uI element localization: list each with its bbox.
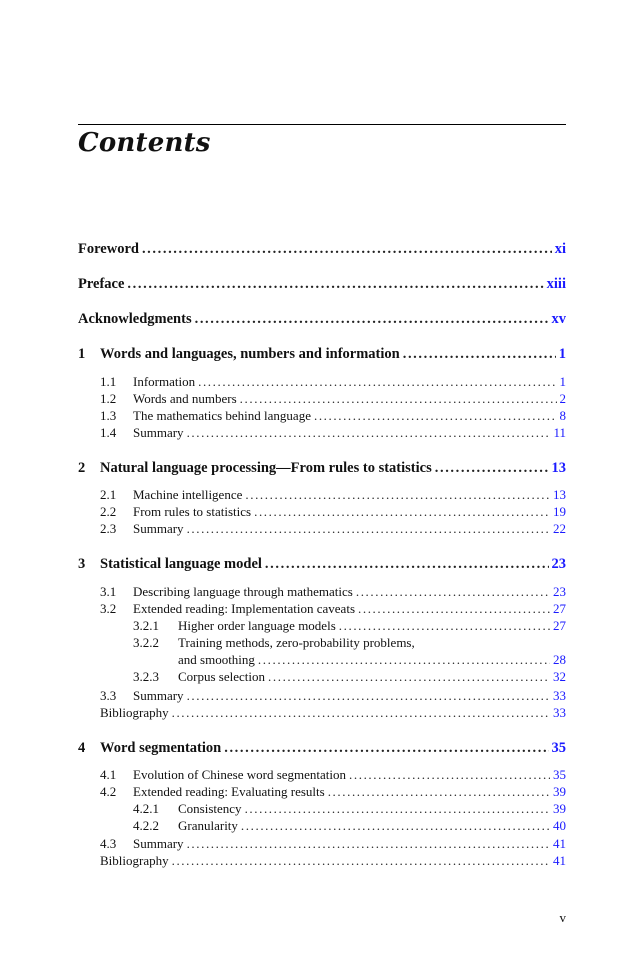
toc-entry-label: Foreword xyxy=(78,241,139,257)
section-title: Extended reading: Evaluating results xyxy=(133,784,325,799)
section-number: 3.1 xyxy=(100,584,117,599)
page-number: v xyxy=(559,910,566,925)
toc-page-link[interactable]: 39 xyxy=(553,784,566,799)
dot-leader xyxy=(268,669,550,685)
toc-chapter-1[interactable] xyxy=(78,346,566,363)
dot-leader xyxy=(245,487,550,503)
subsection-title: Higher order language models xyxy=(178,618,336,633)
toc-section[interactable] xyxy=(100,391,566,407)
section-number: 1.2 xyxy=(100,391,117,406)
toc-page-link[interactable]: 35 xyxy=(551,740,566,756)
toc-page-link[interactable]: 11 xyxy=(553,425,566,440)
chapter-title: Statistical language model xyxy=(100,556,262,572)
dot-leader xyxy=(328,784,550,800)
dot-leader xyxy=(172,853,550,869)
dot-leader xyxy=(187,521,550,537)
toc-page-link[interactable]: 13 xyxy=(551,460,566,476)
toc-page-link[interactable]: xv xyxy=(551,311,566,327)
section-number: 1.4 xyxy=(100,425,117,440)
dot-leader xyxy=(356,584,550,600)
toc-page-link[interactable]: 27 xyxy=(553,618,566,633)
toc-subsection[interactable] xyxy=(133,618,566,634)
subsection-number: 4.2.2 xyxy=(133,818,159,833)
toc-entry-foreword[interactable] xyxy=(78,241,566,258)
subsection-number: 3.2.2 xyxy=(133,635,159,650)
toc-page-link[interactable]: 32 xyxy=(553,669,566,684)
chapter-number: 2 xyxy=(78,460,86,476)
dot-leader xyxy=(127,276,543,293)
toc-section[interactable] xyxy=(100,688,566,704)
section-title: Bibliography xyxy=(100,853,169,868)
section-number: 3.2 xyxy=(100,601,117,616)
toc-page-link[interactable]: 22 xyxy=(553,521,566,536)
toc-subsection[interactable] xyxy=(133,801,566,817)
toc-page-link[interactable]: 27 xyxy=(553,601,566,616)
dot-leader xyxy=(241,818,550,834)
dot-leader xyxy=(314,408,557,424)
section-number: 1.1 xyxy=(100,374,117,389)
toc-section[interactable] xyxy=(100,504,566,520)
subsection-title: Corpus selection xyxy=(178,669,266,684)
toc-page-link[interactable]: 41 xyxy=(553,836,566,851)
chapter-number: 1 xyxy=(78,346,86,362)
section-title: Words and numbers xyxy=(133,391,237,406)
chapter-title: Natural language processing—From rules to statistics xyxy=(100,460,432,476)
subsection-number: 3.2.3 xyxy=(133,669,159,684)
dot-leader xyxy=(358,601,550,617)
toc-page-link[interactable]: 2 xyxy=(559,391,566,406)
dot-leader xyxy=(258,652,550,668)
dot-leader xyxy=(187,688,550,704)
dot-leader xyxy=(265,556,549,573)
section-title: Summary xyxy=(133,688,184,703)
subsection-number: 4.2.1 xyxy=(133,801,159,816)
dot-leader xyxy=(195,311,549,328)
dot-leader xyxy=(245,801,550,817)
toc-section[interactable] xyxy=(100,374,566,390)
dot-leader xyxy=(187,425,551,441)
section-title: Machine intelligence xyxy=(133,487,243,502)
toc-section[interactable] xyxy=(100,601,566,617)
section-number: 2.1 xyxy=(100,487,117,502)
section-number: 3.3 xyxy=(100,688,117,703)
toc-subsection[interactable] xyxy=(133,635,566,651)
section-title: Summary xyxy=(133,836,184,851)
dot-leader xyxy=(142,241,552,258)
section-title: Information xyxy=(133,374,196,389)
section-number: 4.1 xyxy=(100,767,117,782)
toc-entry-acknowledgments[interactable] xyxy=(78,311,566,328)
toc-page-link[interactable]: 33 xyxy=(553,705,566,720)
toc-page-link[interactable]: xiii xyxy=(546,276,566,292)
section-number: 2.3 xyxy=(100,521,117,536)
toc-page-link[interactable]: 28 xyxy=(553,652,566,667)
toc-page-link[interactable]: 8 xyxy=(559,408,566,423)
page-title: Contents xyxy=(78,128,211,158)
section-title: Summary xyxy=(133,425,184,440)
toc-entry-label: Preface xyxy=(78,276,125,292)
section-number: 2.2 xyxy=(100,504,117,519)
dot-leader xyxy=(240,391,557,407)
toc-entry-preface[interactable] xyxy=(78,276,566,293)
section-number: 1.3 xyxy=(100,408,117,423)
toc-section[interactable] xyxy=(100,836,566,852)
section-number: 4.3 xyxy=(100,836,117,851)
toc-page-link[interactable]: 23 xyxy=(551,556,566,572)
toc-section[interactable] xyxy=(100,408,566,424)
dot-leader xyxy=(349,767,550,783)
toc-section[interactable] xyxy=(100,425,566,441)
toc-section[interactable] xyxy=(100,767,566,783)
toc-chapter-2[interactable] xyxy=(78,460,566,477)
chapter-number: 4 xyxy=(78,740,86,756)
subsection-title: Consistency xyxy=(178,801,242,816)
subsection-number: 3.2.1 xyxy=(133,618,159,633)
toc-subsection[interactable] xyxy=(133,818,566,834)
subsection-title-continued: and smoothing xyxy=(178,652,255,667)
toc-page-link[interactable]: 41 xyxy=(553,853,566,868)
toc-page-link[interactable]: 13 xyxy=(553,487,566,502)
toc-page-link[interactable]: 23 xyxy=(553,584,566,599)
section-title: Describing language through mathematics xyxy=(133,584,353,599)
section-title: Extended reading: Implementation caveats xyxy=(133,601,355,616)
dot-leader xyxy=(435,460,549,477)
dot-leader xyxy=(187,836,550,852)
dot-leader xyxy=(198,374,556,390)
section-title: From rules to statistics xyxy=(133,504,252,519)
toc-page-link[interactable]: 1 xyxy=(558,346,566,362)
section-title: The mathematics behind language xyxy=(133,408,311,423)
toc-page-link[interactable]: 1 xyxy=(559,374,566,389)
subsection-title: Training methods, zero-probability problems, xyxy=(178,635,415,650)
toc-section[interactable] xyxy=(100,584,566,600)
toc-page-link[interactable]: 40 xyxy=(553,818,566,833)
dot-leader xyxy=(339,618,550,634)
section-title: Summary xyxy=(133,521,184,536)
toc-subsection-continuation[interactable] xyxy=(178,652,566,668)
toc-bibliography[interactable] xyxy=(100,705,566,721)
subsection-title: Granularity xyxy=(178,818,238,833)
toc-page-link[interactable]: 19 xyxy=(553,504,566,519)
chapter-number: 3 xyxy=(78,556,86,572)
toc-page-link[interactable]: 35 xyxy=(553,767,566,782)
section-title: Bibliography xyxy=(100,705,169,720)
toc-page-link[interactable]: 33 xyxy=(553,688,566,703)
top-rule xyxy=(78,124,566,125)
dot-leader xyxy=(254,504,550,520)
section-title: Evolution of Chinese word segmentation xyxy=(133,767,347,782)
toc-chapter-3[interactable] xyxy=(78,556,566,573)
toc-chapter-4[interactable] xyxy=(78,740,566,757)
toc-entry-label: Acknowledgments xyxy=(78,311,192,327)
dot-leader xyxy=(224,740,548,757)
dot-leader xyxy=(403,346,556,363)
toc-section[interactable] xyxy=(100,784,566,800)
chapter-title: Words and languages, numbers and information xyxy=(100,346,400,362)
section-number: 4.2 xyxy=(100,784,117,799)
toc-section[interactable] xyxy=(100,487,566,503)
chapter-title: Word segmentation xyxy=(100,740,222,756)
toc-page-link[interactable]: xi xyxy=(554,241,566,257)
toc-bibliography[interactable] xyxy=(100,853,566,869)
toc-page-link[interactable]: 39 xyxy=(553,801,566,816)
toc-subsection[interactable] xyxy=(133,669,566,685)
dot-leader xyxy=(172,705,550,721)
toc-section[interactable] xyxy=(100,521,566,537)
